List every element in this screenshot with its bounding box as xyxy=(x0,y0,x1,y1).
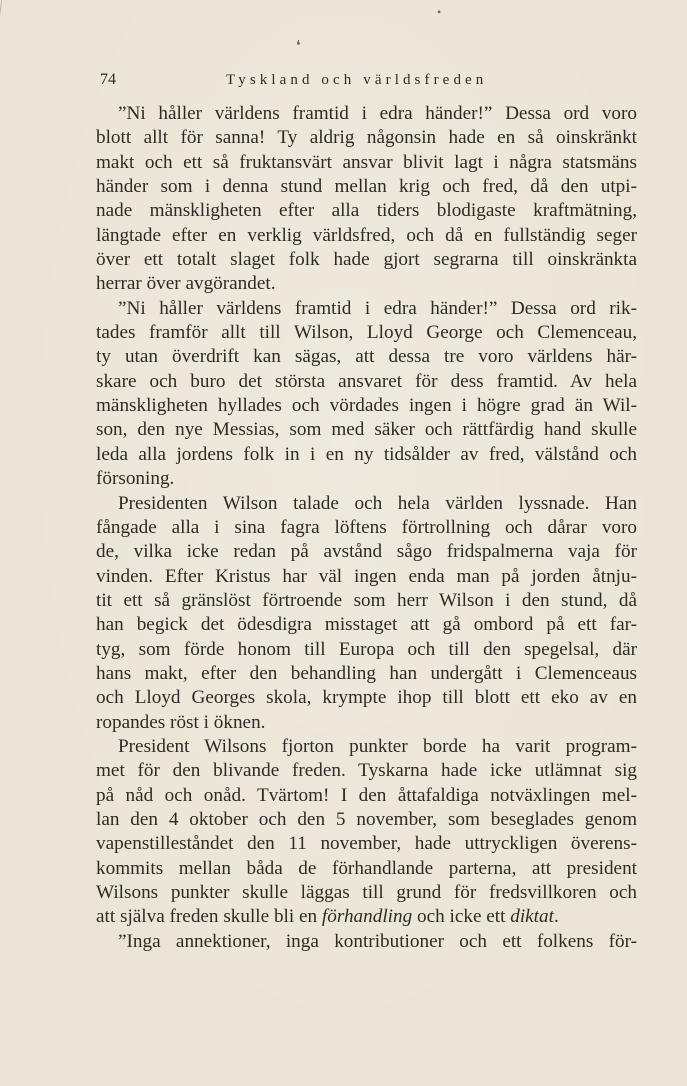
text-line: tyg, som förde honom till Europa och till den spegelsal, där xyxy=(96,638,637,660)
italic-term: diktat xyxy=(510,906,554,928)
text-line: blott allt för sanna! Ty aldrig någonsin hade en så oinskränkt xyxy=(96,127,637,149)
text-line xyxy=(96,905,637,929)
text-line: son, den nye Messias, som med säker och rättfärdig hand skulle xyxy=(96,419,637,441)
text-run: och icke ett xyxy=(412,906,511,928)
text-line: nade mänskligheten efter alla tiders blodigaste kraftmätning, xyxy=(96,200,637,222)
text-line: skare och buro det största ansvaret för dess framtid. Av hela xyxy=(96,370,637,392)
text-line: hans makt, efter den behandling han undergått i Clemenceaus xyxy=(96,662,637,684)
text-line: kommits mellan båda de förhandlande parterna, att president xyxy=(96,857,637,879)
text-line: längtade efter en verklig världsfred, och då en fullständig seger xyxy=(96,224,637,246)
text-run: att själva freden skulle bli en xyxy=(96,906,322,928)
pencil-mark xyxy=(0,0,2,18)
text-line: vinden. Efter Kristus har väl ingen enda man på jorden åtnju- xyxy=(96,565,637,587)
text-line: händer som i denna stund mellan krig och fred, då den utpi- xyxy=(96,176,637,198)
text-line: över ett totalt slaget folk hade gjort segrarna till oinskränkta xyxy=(96,249,637,271)
text-line: fångade alla i sina fagra löftens förtrollning och dårar voro xyxy=(96,516,637,538)
text-line: ty utan överdrift kan sägas, att dessa tre voro världens här- xyxy=(96,346,637,368)
text-line: ”Ni håller världens framtid i edra händer!” Dessa ord voro xyxy=(118,103,637,124)
text-line: lan den 4 oktober och den 5 november, som beseglades genom xyxy=(96,808,637,830)
text-line: ”Inga annektioner, inga kontributioner och ett folkens för- xyxy=(118,930,637,952)
text-line: ”Ni håller världens framtid i edra händer!” Dessa ord rik- xyxy=(118,297,637,319)
text-line: Wilsons punkter skulle läggas till grund för fredsvillkoren och xyxy=(96,882,637,903)
running-head: Tyskland och världsfreden xyxy=(226,72,488,88)
text-line: leda alla jordens folk in i en ny tidsålder av fred, välstånd och xyxy=(96,443,637,465)
text-line: makt och ett så fruktansvärt ansvar blivit lagt i några statsmäns xyxy=(96,151,637,173)
page-header xyxy=(96,68,610,92)
text-line: ropandes röst i öknen. xyxy=(96,711,266,733)
text-line: met för den blivande freden. Tyskarna hade icke utlämnat sig xyxy=(96,760,637,782)
text-line: Presidenten Wilson talade och hela världen lyssnade. Han xyxy=(118,492,637,514)
text-line: och Lloyd Georges skola, krympte ihop till blott ett eko av en xyxy=(96,687,637,709)
text-line: mänskligheten hyllades och vördades ingen i högre grad än Wil- xyxy=(96,395,637,417)
text-line: President Wilsons fjorton punkter borde ha varit program- xyxy=(118,735,637,757)
text-line: herrar över avgörandet. xyxy=(96,273,276,295)
text-line: vapenstilleståndet den 11 november, hade uttryckligen överens- xyxy=(96,833,637,855)
text-run: . xyxy=(553,906,559,928)
text-line: försoning. xyxy=(96,468,175,490)
text-line: tit ett så gränslöst förtroende som herr Wilson i den stund, då xyxy=(96,589,637,611)
ink-speck: ❛ xyxy=(296,39,301,54)
text-line: tades framför allt till Wilson, Lloyd George och Clemenceau, xyxy=(96,322,637,344)
text-line: de, vilka icke redan på avstånd sågo fridspalmerna vaja för xyxy=(96,541,637,563)
body-text xyxy=(96,102,637,954)
italic-term: förhandling xyxy=(321,906,413,928)
ink-speck: • xyxy=(437,5,442,19)
text-line: på nåd och onåd. Tvärtom! I den åttafaldiga notväxlingen mel- xyxy=(96,784,637,806)
page-number: 74 xyxy=(100,71,116,88)
text-line: han begick det ödesdigra misstaget att gå ombord på ett far- xyxy=(96,614,637,636)
